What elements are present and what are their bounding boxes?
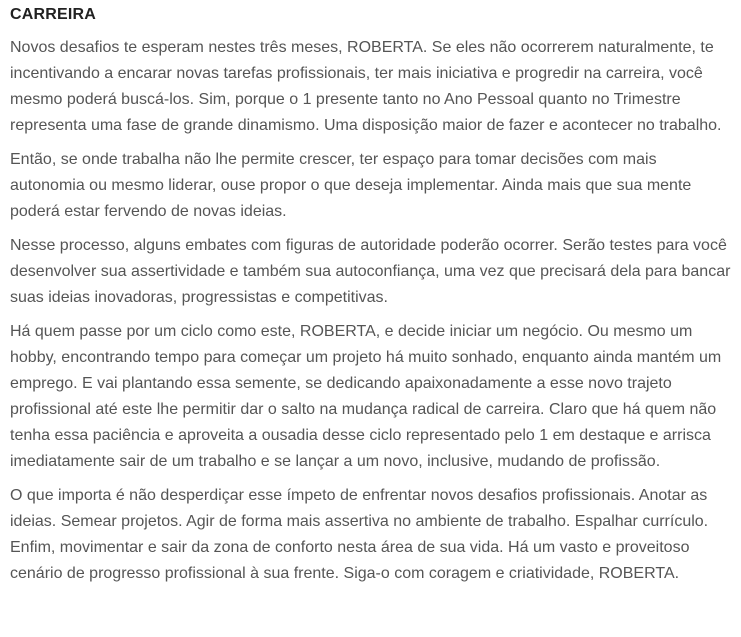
paragraph-5: O que importa é não desperdiçar esse ímpeto de enfrentar novos desafios profissionais. Anotar as ideias. Semear projetos. Agir de forma mais assertiva no ambiente de trabalho. Espalhar currículo. Enfim, movimentar e sair da zona de conforto nesta área de sua vida. Há um vasto e proveitoso cenário de progresso profissional à sua frente. Siga-o com coragem e criatividade, ROBERTA. <box>10 487 709 582</box>
section-title: CARREIRA <box>10 6 97 23</box>
paragraph-3: Nesse processo, alguns embates com figuras de autoridade poderão ocorrer. Serão testes para você desenvolver sua assertividade e também sua autoconfiança, uma vez que precisará dela para bancar suas ideias inovadoras, progressistas e competitivas. <box>10 237 731 306</box>
paragraph-1: Novos desafios te esperam nestes três meses, ROBERTA. Se eles não ocorrerem naturalmente, te incentivando a encarar novas tarefas profissionais, ter mais iniciativa e progredir na carreira, você mesmo poderá buscá-los. Sim, porque o 1 presente tanto no Ano Pessoal quanto no Trimestre representa uma fase de grande dinamismo. Uma disposição maior de fazer e acontecer no trabalho. <box>10 39 722 134</box>
paragraph-2: Então, se onde trabalha não lhe permite crescer, ter espaço para tomar decisões com mais autonomia ou mesmo liderar, ouse propor o que deseja implementar. Ainda mais que sua mente poderá estar fervendo de novas ideias. <box>10 151 692 220</box>
paragraph-4: Há quem passe por um ciclo como este, ROBERTA, e decide iniciar um negócio. Ou mesmo um hobby, encontrando tempo para começar um projeto há muito sonhado, enquanto ainda mantém um emprego. E vai plantando essa semente, se dedicando apaixonadamente a esse novo trajeto profissional até este lhe permitir dar o salto na mudança radical de carreira. Claro que há quem não tenha essa paciência e aproveita a ousadia desse ciclo representado pelo 1 em destaque e arrisca imediatamente sair de um trabalho e se lançar a um novo, inclusive, mudando de profissão. <box>10 323 722 470</box>
